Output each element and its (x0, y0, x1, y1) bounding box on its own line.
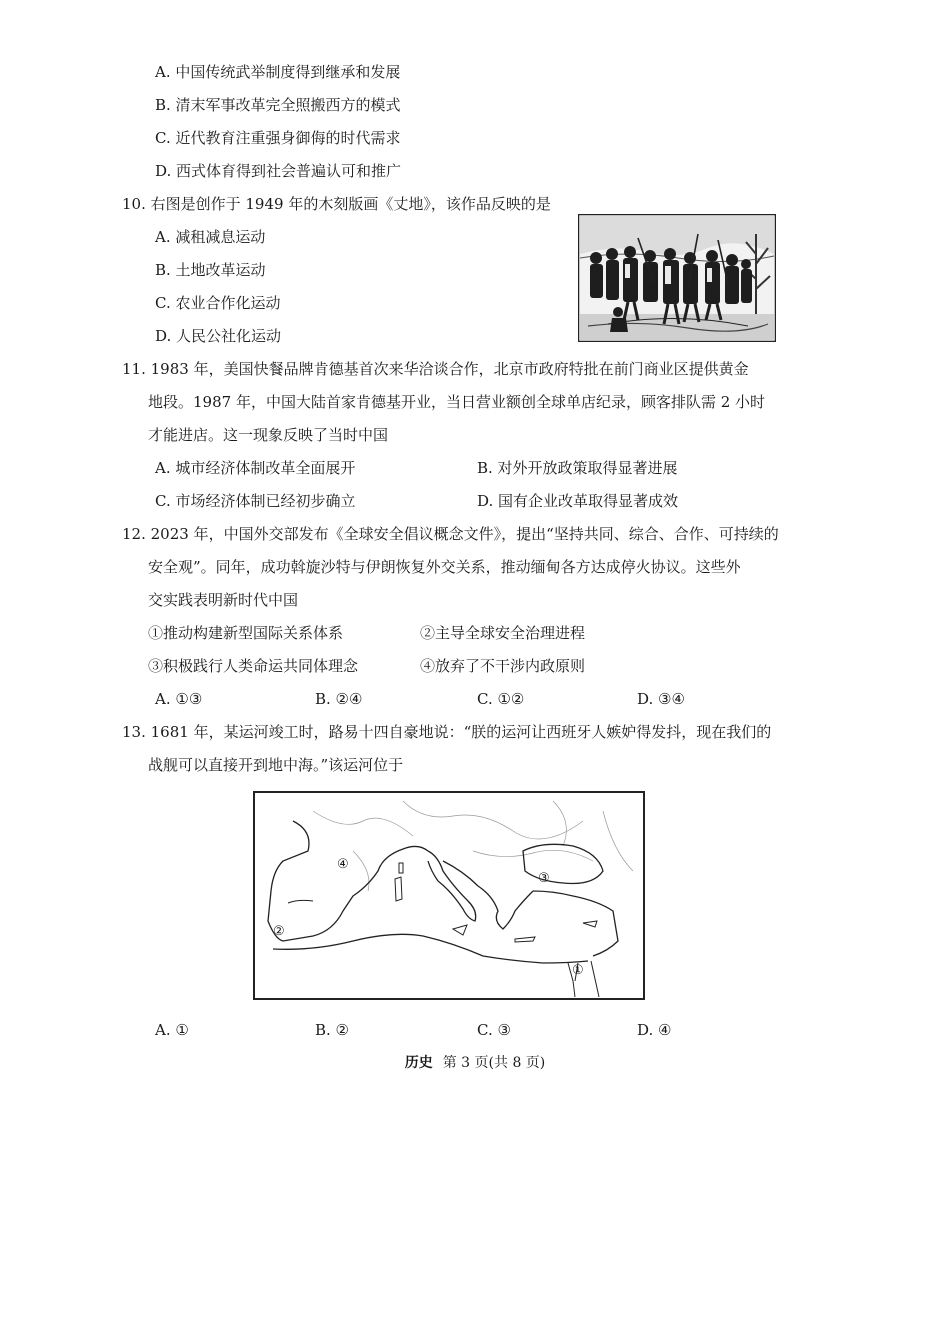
q12-option-a: A. ①③ (155, 690, 203, 708)
q12-option-d: D. ③④ (637, 690, 685, 708)
q11-stem-line-2: 地段。1987 年，中国大陆首家肯德基开业，当日营业额创全球单店纪录，顾客排队需 2 小时 (148, 393, 766, 411)
map-marker-4: ④ (337, 857, 349, 872)
q13-option-a: A. ① (155, 1021, 189, 1039)
q13-stem-line-1: 13. 1681 年，某运河竣工时，路易十四自豪地说：“朕的运河让西班牙人嫉妒得发抖，现在我们的 (122, 723, 772, 741)
q11-option-c: C. 市场经济体制已经初步确立 (155, 492, 356, 510)
q12-item-3: ③积极践行人类命运共同体理念 (148, 657, 359, 675)
q13-option-c: C. ③ (477, 1021, 511, 1039)
q12-stem-line-2: 安全观”。同年，成功斡旋沙特与伊朗恢复外交关系，推动缅甸各方达成停火协议。这些外 (148, 558, 741, 576)
q12-item-4: ④放弃了不干涉内政原则 (420, 657, 586, 675)
q11-option-d: D. 国有企业改革取得显著成效 (477, 492, 679, 510)
mediterranean-map (253, 791, 645, 1000)
woodcut-print-image (578, 214, 776, 342)
q12-item-1: ①推动构建新型国际关系体系 (148, 624, 344, 642)
q11-option-a: A. 城市经济体制改革全面展开 (155, 459, 356, 477)
q9-option-a: A. 中国传统武举制度得到继承和发展 (155, 63, 401, 81)
map-marker-1: ① (572, 963, 584, 978)
q12-stem-line-1: 12. 2023 年，中国外交部发布《全球安全倡议概念文件》，提出“坚持共同、综合、合作、可持续的 (122, 525, 779, 543)
q10-option-c: C. 农业合作化运动 (155, 294, 281, 312)
q10-option-a: A. 减租减息运动 (155, 228, 266, 246)
q10-option-b: B. 土地改革运动 (155, 261, 266, 279)
map-marker-2: ② (273, 924, 285, 939)
q12-option-c: C. ①② (477, 690, 525, 708)
footer-page-number: 第 3 页(共 8 页) (442, 1055, 546, 1071)
q12-item-2: ②主导全球安全治理进程 (420, 624, 586, 642)
q11-stem-line-3: 才能进店。这一现象反映了当时中国 (148, 426, 389, 444)
q9-option-d: D. 西式体育得到社会普遍认可和推广 (155, 162, 402, 180)
q11-option-b: B. 对外开放政策取得显著进展 (477, 459, 678, 477)
q9-option-c: C. 近代教育注重强身御侮的时代需求 (155, 129, 401, 147)
q11-stem-line-1: 11. 1983 年，美国快餐品牌肯德基首次来华洽谈合作，北京市政府特批在前门商业区提供黄金 (122, 360, 749, 378)
q10-stem: 10. 右图是创作于 1949 年的木刻版画《丈地》，该作品反映的是 (122, 195, 551, 213)
q13-option-d: D. ④ (637, 1021, 672, 1039)
q10-option-d: D. 人民公社化运动 (155, 327, 282, 345)
footer-subject: 历史 (404, 1055, 433, 1071)
q13-stem-line-2: 战舰可以直接开到地中海。”该运河位于 (148, 756, 404, 774)
q13-option-b: B. ② (315, 1021, 350, 1039)
q12-stem-line-3: 交实践表明新时代中国 (148, 591, 299, 609)
q12-option-b: B. ②④ (315, 690, 363, 708)
page-footer (0, 1052, 950, 1072)
map-marker-3: ③ (538, 871, 550, 886)
q9-option-b: B. 清末军事改革完全照搬西方的模式 (155, 96, 401, 114)
